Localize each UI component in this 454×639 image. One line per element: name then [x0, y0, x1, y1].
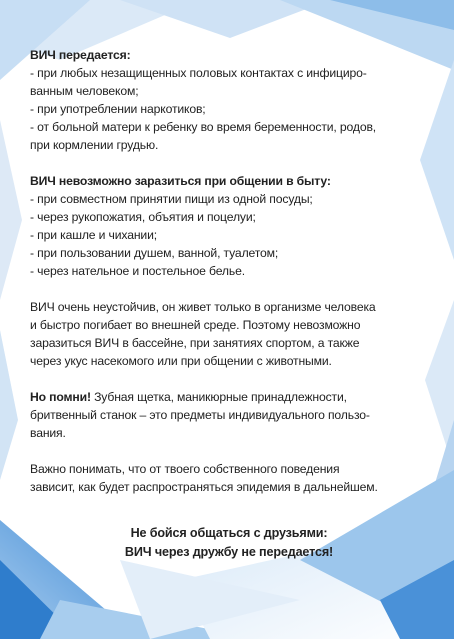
closing-line: ВИЧ через дружбу не передается! — [124, 545, 334, 559]
paragraph-line — [30, 388, 428, 406]
transmission-item: при кормлении грудью. — [30, 138, 159, 152]
transmission-item: - от больной матери к ребенку во время беременности, родов, — [30, 120, 377, 134]
household-item: - при кашле и чихании; — [30, 228, 157, 242]
household-item: - при пользовании душем, ванной, туалетом; — [30, 246, 279, 260]
stability-paragraph — [30, 298, 428, 370]
paragraph-line: вания. — [30, 426, 66, 440]
household-heading: ВИЧ невозможно заразиться при общении в быту: — [30, 174, 331, 188]
transmission-item: - при любых незащищенных половых контактах с инфициро- — [30, 66, 367, 80]
transmission-item: - при употреблении наркотиков; — [30, 102, 206, 116]
household-item: - через нательное и постельное белье. — [30, 264, 245, 278]
household-item: - через рукопожатия, объятия и поцелуи; — [30, 210, 256, 224]
leaflet-body — [30, 46, 428, 562]
closing-line: Не бойся общаться с друзьями: — [130, 526, 328, 540]
household-section — [30, 172, 428, 280]
remember-lead: Но помни! — [30, 390, 91, 404]
paragraph-line: ВИЧ очень неустойчив, он живет только в организме человека — [30, 300, 376, 314]
remember-text: Зубная щетка, маникюрные принадлежности, — [90, 390, 347, 404]
paragraph-line: заразиться ВИЧ в бассейне, при занятиях спортом, а также — [30, 336, 360, 350]
paragraph-line: Важно понимать, что от твоего собственного поведения — [30, 462, 340, 476]
paragraph-line: зависит, как будет распространяться эпидемия в дальнейшем. — [30, 480, 378, 494]
paragraph-line: и быстро погибает во внешней среде. Поэтому невозможно — [30, 318, 361, 332]
transmission-item: ванным человеком; — [30, 84, 139, 98]
closing-message — [30, 524, 428, 562]
transmission-heading: ВИЧ передается: — [30, 48, 131, 62]
household-item: - при совместном принятии пищи из одной посуды; — [30, 192, 313, 206]
paragraph-line: бритвенный станок – это предметы индивидуального пользо- — [30, 408, 370, 422]
remember-paragraph — [30, 388, 428, 442]
transmission-section — [30, 46, 428, 154]
paragraph-line: через укус насекомого или при общении с животными. — [30, 354, 332, 368]
behavior-paragraph — [30, 460, 428, 496]
